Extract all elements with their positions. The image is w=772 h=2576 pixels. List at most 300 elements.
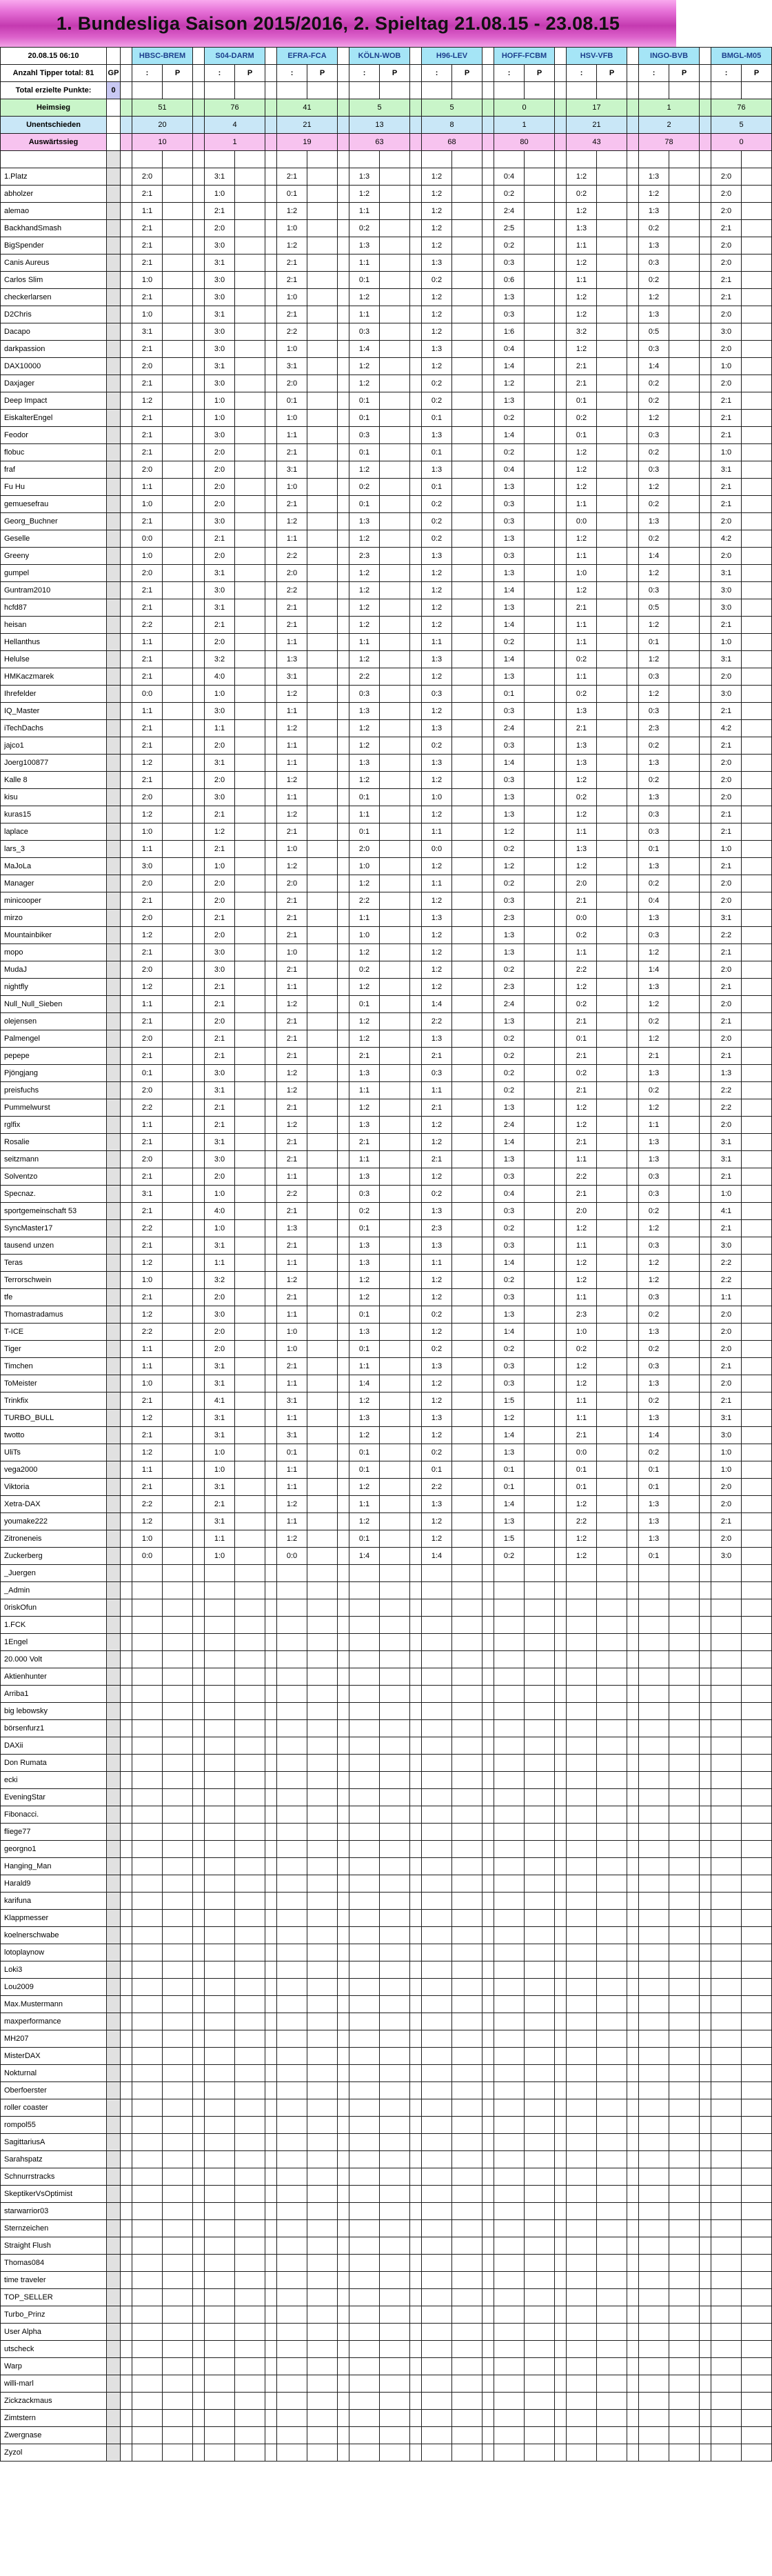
spacer-cell (121, 1186, 132, 1203)
tip-cell (567, 2220, 597, 2237)
points-cell (163, 668, 193, 686)
spacer-cell (410, 1824, 422, 1841)
tip-cell (494, 1841, 525, 1858)
tip-cell: 1:2 (567, 979, 597, 996)
gp-cell (107, 2306, 121, 2324)
spacer-cell (193, 668, 205, 686)
tip-cell (132, 2030, 163, 2048)
spacer-cell (121, 306, 132, 323)
points-cell (235, 1030, 265, 1048)
spacer-cell (410, 1755, 422, 1772)
spacer-cell (338, 1720, 349, 1737)
spacer-cell (627, 254, 639, 272)
spacer-cell (627, 272, 639, 289)
points-cell (597, 1444, 627, 1461)
tip-cell: 3:0 (205, 1065, 235, 1082)
points-cell (452, 772, 482, 789)
points-cell (163, 2186, 193, 2203)
points-cell (235, 530, 265, 548)
points-cell (742, 2048, 772, 2065)
tipper-name: Manager (1, 875, 107, 892)
tip-cell: 1:4 (349, 1548, 380, 1565)
spacer-cell (555, 1392, 567, 1410)
points-cell (380, 1496, 410, 1513)
tip-cell: 1:0 (277, 1341, 307, 1358)
tip-cell (205, 2393, 235, 2410)
tipper-name: 20.000 Volt (1, 1651, 107, 1668)
tip-cell: 2:0 (205, 220, 235, 237)
points-cell (597, 2168, 627, 2186)
spacer-cell (338, 1582, 349, 1599)
points-cell (163, 1651, 193, 1668)
spacer-cell (555, 1755, 567, 1772)
spacer-cell (121, 1651, 132, 1668)
tip-cell: 1:2 (567, 168, 597, 186)
tipper-name: Joerg100877 (1, 755, 107, 772)
points-cell (380, 237, 410, 254)
points-cell (235, 1099, 265, 1117)
spacer-cell (410, 1013, 422, 1030)
points-cell (669, 1099, 700, 1117)
spacer-cell (410, 1134, 422, 1151)
stat-value: 43 (567, 134, 627, 151)
tipper-row (1, 1496, 772, 1513)
separator-cell (338, 151, 349, 168)
points-cell (742, 461, 772, 479)
tipper-name: Hanging_Man (1, 1858, 107, 1875)
tip-cell: 1:2 (422, 1392, 452, 1410)
points-cell (235, 2168, 265, 2186)
tip-cell: 1:4 (494, 1134, 525, 1151)
tipper-row (1, 2341, 772, 2358)
tip-cell: 1:2 (639, 996, 669, 1013)
tip-cell (422, 2444, 452, 2462)
spacer-cell (338, 772, 349, 789)
points-cell (669, 651, 700, 668)
points-cell (163, 1030, 193, 1048)
spacer-cell (265, 2393, 277, 2410)
spacer-cell (193, 582, 205, 599)
points-cell (380, 703, 410, 720)
points-cell (163, 392, 193, 410)
spacer-cell (121, 806, 132, 823)
points-cell (307, 789, 338, 806)
spacer-cell (555, 168, 567, 186)
tip-cell (494, 2065, 525, 2082)
tipper-row (1, 203, 772, 220)
spacer-cell (482, 1755, 494, 1772)
stat-value: 5 (422, 99, 482, 117)
points-cell (163, 2030, 193, 2048)
points-cell (597, 272, 627, 289)
spacer-cell (193, 1893, 205, 1910)
points-cell (525, 2065, 555, 2082)
spacer-cell (700, 117, 711, 134)
points-subheader: P (525, 65, 555, 82)
spacer-cell (265, 2324, 277, 2341)
tip-cell: 2:1 (132, 599, 163, 617)
points-cell (597, 2272, 627, 2289)
tip-cell (205, 1617, 235, 1634)
points-cell (163, 599, 193, 617)
spacer-cell (627, 720, 639, 737)
spacer-cell (410, 1065, 422, 1082)
tipper-name: DAX10000 (1, 358, 107, 375)
stat-value: 1 (205, 134, 265, 151)
tip-cell: 2:1 (205, 841, 235, 858)
spacer-cell (482, 565, 494, 582)
spacer-cell (700, 1030, 711, 1048)
spacer-cell (265, 2375, 277, 2393)
tipper-name: lotoplaynow (1, 1944, 107, 1961)
gp-cell (107, 2186, 121, 2203)
tip-cell (422, 1668, 452, 1686)
empty-cell (422, 82, 452, 99)
spacer-cell (555, 789, 567, 806)
tip-cell: 0:2 (349, 961, 380, 979)
spacer-cell (338, 789, 349, 806)
spacer-cell (265, 82, 277, 99)
tip-cell (494, 2410, 525, 2427)
points-cell (380, 2013, 410, 2030)
tip-cell (132, 1858, 163, 1875)
points-cell (597, 1461, 627, 1479)
gp-cell (107, 1479, 121, 1496)
tip-cell: 1:3 (422, 755, 452, 772)
tip-cell (349, 2341, 380, 2358)
points-cell (380, 479, 410, 496)
spacer-cell (265, 2427, 277, 2444)
tip-cell: 2:0 (711, 254, 742, 272)
tip-cell (132, 1755, 163, 1772)
points-cell (163, 1479, 193, 1496)
tip-cell: 1:2 (494, 823, 525, 841)
tipper-row (1, 1789, 772, 1806)
spacer-cell (338, 2306, 349, 2324)
tip-cell: 0:3 (494, 1375, 525, 1392)
spacer-cell (700, 1944, 711, 1961)
tip-cell: 2:1 (711, 1392, 742, 1410)
tipper-row (1, 944, 772, 961)
spacer-cell (265, 1030, 277, 1048)
spacer-cell (121, 961, 132, 979)
points-cell (235, 755, 265, 772)
spacer-cell (410, 1341, 422, 1358)
tipper-row (1, 1944, 772, 1961)
tip-cell: 3:2 (567, 323, 597, 341)
tip-cell (639, 2220, 669, 2237)
gp-cell (107, 1496, 121, 1513)
tip-cell: 1:1 (349, 203, 380, 220)
spacer-cell (265, 1461, 277, 1479)
tipper-row (1, 755, 772, 772)
points-cell (669, 427, 700, 444)
gp-cell (107, 289, 121, 306)
points-cell (235, 1772, 265, 1789)
points-cell (669, 168, 700, 186)
tip-cell: 1:2 (349, 1030, 380, 1048)
points-cell (597, 1668, 627, 1686)
points-cell (307, 168, 338, 186)
points-cell (669, 599, 700, 617)
points-cell (525, 1806, 555, 1824)
tip-cell (567, 1703, 597, 1720)
tipper-name: Greeny (1, 548, 107, 565)
points-cell (597, 1927, 627, 1944)
tip-cell: 2:1 (567, 1186, 597, 1203)
points-cell (525, 703, 555, 720)
spacer-cell (700, 634, 711, 651)
spacer-cell (338, 186, 349, 203)
points-cell (452, 306, 482, 323)
spacer-cell (627, 2393, 639, 2410)
gp-cell (107, 203, 121, 220)
tip-cell (132, 1565, 163, 1582)
points-cell (380, 306, 410, 323)
tip-cell: 1:4 (494, 582, 525, 599)
tip-cell: 1:3 (422, 651, 452, 668)
spacer-cell (700, 1530, 711, 1548)
points-cell (525, 548, 555, 565)
tip-cell: 1:2 (277, 1272, 307, 1289)
spacer-cell (193, 1203, 205, 1220)
spacer-cell (265, 444, 277, 461)
tip-cell (349, 1755, 380, 1772)
spacer-cell (555, 1358, 567, 1375)
points-cell (163, 1134, 193, 1151)
tip-cell (277, 1858, 307, 1875)
points-cell (235, 548, 265, 565)
tip-subheader: : (277, 65, 307, 82)
points-cell (380, 1272, 410, 1289)
tipper-row (1, 1341, 772, 1358)
points-cell (235, 1686, 265, 1703)
stat-value: 51 (132, 99, 193, 117)
stat-value: 5 (349, 99, 410, 117)
spacer-cell (121, 1272, 132, 1289)
points-cell (163, 1289, 193, 1306)
tip-cell (711, 2289, 742, 2306)
spacer-cell (410, 513, 422, 530)
points-cell (163, 1996, 193, 2013)
spacer-cell (482, 806, 494, 823)
tip-cell: 1:1 (567, 823, 597, 841)
points-cell (742, 979, 772, 996)
points-cell (452, 806, 482, 823)
tip-cell: 1:0 (205, 858, 235, 875)
tip-cell: 0:1 (349, 496, 380, 513)
tip-cell (132, 1599, 163, 1617)
points-cell (525, 1513, 555, 1530)
spacer-cell (410, 1668, 422, 1686)
points-cell (742, 2358, 772, 2375)
spacer-cell (121, 2186, 132, 2203)
points-cell (669, 1151, 700, 1168)
spacer-cell (338, 1548, 349, 1565)
points-cell (307, 548, 338, 565)
points-cell (235, 1203, 265, 1220)
spacer-cell (700, 2117, 711, 2134)
tip-cell: 1:0 (277, 341, 307, 358)
spacer-cell (482, 1220, 494, 1237)
tip-cell: 2:1 (711, 220, 742, 237)
tip-cell: 1:4 (639, 1427, 669, 1444)
gp-cell (107, 117, 121, 134)
tip-cell: 1:3 (349, 237, 380, 254)
tip-cell: 0:2 (422, 1306, 452, 1324)
tipper-row (1, 2255, 772, 2272)
points-cell (235, 1806, 265, 1824)
tip-cell: 2:0 (711, 306, 742, 323)
tip-cell (349, 2203, 380, 2220)
points-cell (597, 186, 627, 203)
spacer-cell (555, 1255, 567, 1272)
tip-cell: 0:2 (639, 1306, 669, 1324)
points-cell (525, 186, 555, 203)
points-cell (669, 1875, 700, 1893)
tipper-row (1, 1686, 772, 1703)
points-cell (525, 737, 555, 755)
stat-value: 21 (277, 117, 338, 134)
spacer-cell (265, 2099, 277, 2117)
tip-cell: 1:2 (205, 823, 235, 841)
tip-cell: 0:3 (494, 548, 525, 565)
points-cell (669, 479, 700, 496)
spacer-cell (482, 2255, 494, 2272)
tip-cell: 1:2 (567, 254, 597, 272)
tip-cell (494, 1617, 525, 1634)
tip-cell (277, 2272, 307, 2289)
points-cell (307, 1910, 338, 1927)
points-cell (235, 1893, 265, 1910)
spacer-cell (627, 1410, 639, 1427)
gp-cell (107, 1634, 121, 1651)
tip-cell: 0:3 (639, 254, 669, 272)
tip-cell: 0:2 (494, 1220, 525, 1237)
points-cell (452, 479, 482, 496)
points-cell (307, 1789, 338, 1806)
empty-cell (639, 82, 669, 99)
tip-cell: 2:0 (711, 375, 742, 392)
points-cell (452, 1599, 482, 1617)
tip-cell (132, 1979, 163, 1996)
spacer-cell (193, 2168, 205, 2186)
points-cell (597, 2203, 627, 2220)
tip-cell: 1:2 (422, 961, 452, 979)
tip-cell (205, 2358, 235, 2375)
tip-cell: 2:0 (205, 496, 235, 513)
spacer-cell (338, 134, 349, 151)
tipper-row (1, 565, 772, 582)
points-cell (597, 961, 627, 979)
gp-cell (107, 737, 121, 755)
spacer-cell (410, 1720, 422, 1737)
spacer-cell (265, 1548, 277, 1565)
spacer-cell (555, 996, 567, 1013)
points-cell (380, 668, 410, 686)
spacer-cell (265, 2237, 277, 2255)
spacer-cell (555, 1375, 567, 1392)
spacer-cell (555, 1806, 567, 1824)
tip-cell (349, 2306, 380, 2324)
spacer-cell (338, 823, 349, 841)
points-cell (235, 944, 265, 961)
tip-cell: 0:2 (639, 772, 669, 789)
spacer-cell (555, 2099, 567, 2117)
tip-cell: 1:0 (711, 1444, 742, 1461)
points-cell (525, 1668, 555, 1686)
spacer-cell (482, 2117, 494, 2134)
spacer-cell (700, 617, 711, 634)
date-time: 20.08.15 06:10 (1, 48, 107, 65)
points-cell (307, 668, 338, 686)
points-cell (307, 1203, 338, 1220)
tip-cell: 1:2 (567, 461, 597, 479)
spacer-cell (410, 1151, 422, 1168)
tipper-row (1, 358, 772, 375)
spacer-cell (410, 2255, 422, 2272)
points-cell (742, 996, 772, 1013)
spacer-cell (338, 117, 349, 134)
spacer-cell (338, 737, 349, 755)
tip-cell (205, 2065, 235, 2082)
spacer-cell (193, 1703, 205, 1720)
points-cell (525, 1996, 555, 2013)
points-cell (669, 513, 700, 530)
spacer-cell (193, 1427, 205, 1444)
points-cell (163, 582, 193, 599)
spacer-cell (700, 2186, 711, 2203)
tip-cell: 1:0 (277, 410, 307, 427)
tip-cell: 1:2 (567, 1272, 597, 1289)
tip-cell: 1:3 (639, 513, 669, 530)
points-cell (525, 530, 555, 548)
points-cell (597, 1996, 627, 2013)
tip-cell: 0:2 (422, 1444, 452, 1461)
points-cell (307, 289, 338, 306)
points-cell (380, 1806, 410, 1824)
gp-cell (107, 392, 121, 410)
points-cell (235, 1789, 265, 1806)
points-cell (163, 2272, 193, 2289)
tip-cell: 2:1 (205, 1030, 235, 1048)
tip-cell (277, 2289, 307, 2306)
tip-cell: 1:2 (422, 1168, 452, 1186)
spacer-cell (410, 1203, 422, 1220)
spacer-cell (482, 1565, 494, 1582)
points-cell (525, 375, 555, 392)
points-cell (597, 2393, 627, 2410)
points-cell (597, 599, 627, 617)
points-cell (742, 2341, 772, 2358)
spacer-cell (121, 823, 132, 841)
spacer-cell (193, 1168, 205, 1186)
points-cell (307, 1824, 338, 1841)
points-cell (452, 2099, 482, 2117)
points-cell (669, 2151, 700, 2168)
spacer-cell (265, 1806, 277, 1824)
points-cell (525, 1410, 555, 1427)
tip-cell: 3:1 (205, 1237, 235, 1255)
spacer-cell (555, 1548, 567, 1565)
points-cell (452, 2048, 482, 2065)
spacer-cell (627, 2375, 639, 2393)
points-cell (380, 806, 410, 823)
tip-cell: 2:0 (132, 961, 163, 979)
points-cell (525, 1255, 555, 1272)
spacer-cell (482, 1651, 494, 1668)
spacer-cell (265, 427, 277, 444)
